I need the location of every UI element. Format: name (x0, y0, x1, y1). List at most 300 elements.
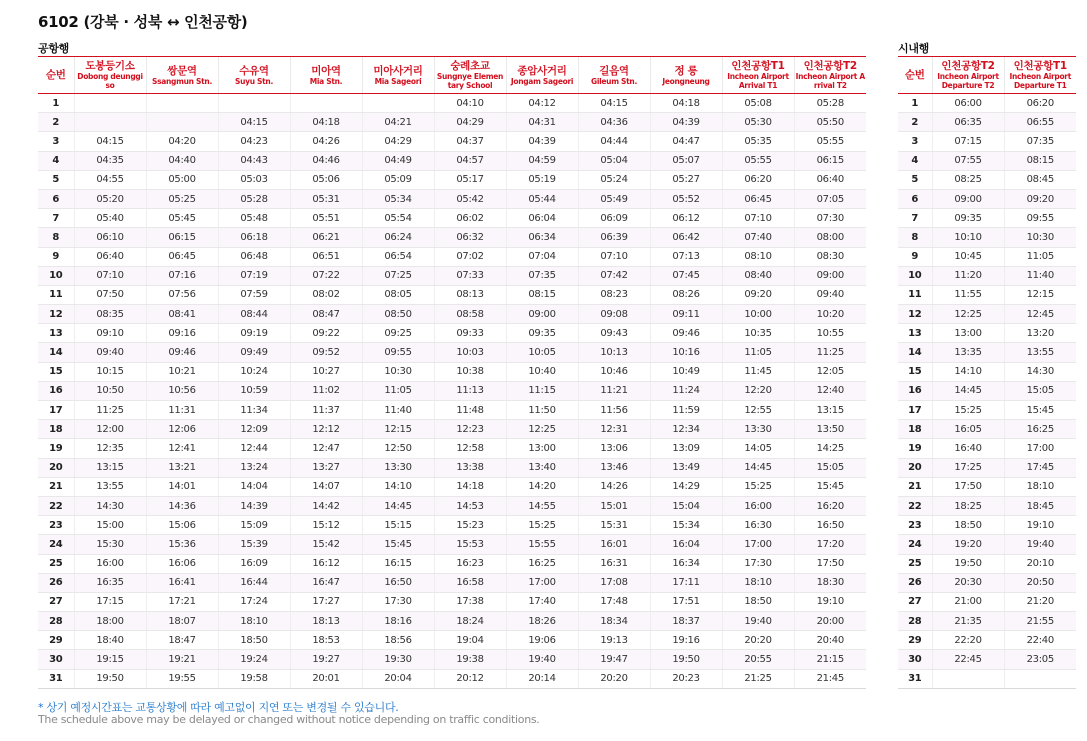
column-header-korean: 수유역 (239, 64, 269, 77)
time-cell: 05:28 (794, 94, 866, 113)
table-row (898, 266, 1076, 285)
time-cell: 18:50 (722, 592, 794, 611)
column-header (898, 57, 932, 94)
time-cell: 06:35 (932, 113, 1004, 132)
time-cell: 07:02 (434, 247, 506, 266)
time-cell: 04:59 (506, 151, 578, 170)
time-cell: 10:45 (932, 247, 1004, 266)
time-cell: 06:20 (1004, 94, 1076, 113)
time-cell: 07:35 (1004, 132, 1076, 151)
row-number-cell: 7 (898, 209, 932, 228)
row-number-cell: 9 (898, 247, 932, 266)
time-cell: 08:15 (506, 285, 578, 304)
time-cell: 08:02 (290, 285, 362, 304)
row-number-cell: 25 (38, 554, 74, 573)
time-cell: 14:20 (506, 477, 578, 496)
time-cell: 07:40 (722, 228, 794, 247)
time-cell: 10:24 (218, 362, 290, 381)
time-cell: 11:31 (146, 401, 218, 420)
time-cell: 08:44 (218, 305, 290, 324)
time-cell: 19:16 (650, 631, 722, 650)
time-cell: 14:45 (362, 496, 434, 515)
time-cell: 06:18 (218, 228, 290, 247)
time-cell: 04:15 (218, 113, 290, 132)
time-cell: 16:34 (650, 554, 722, 573)
table-row (898, 669, 1076, 688)
column-header-english: Incheon Airport Arrival T2 (795, 72, 865, 90)
time-cell: 06:21 (290, 228, 362, 247)
time-cell: 11:37 (290, 401, 362, 420)
row-number-cell: 27 (898, 592, 932, 611)
table-row (38, 496, 866, 515)
time-cell: 18:16 (362, 612, 434, 631)
row-number-cell: 23 (38, 516, 74, 535)
column-header (794, 57, 866, 94)
time-cell: 22:45 (932, 650, 1004, 669)
table-row (898, 496, 1076, 515)
table-row (38, 554, 866, 573)
time-cell: 17:25 (932, 458, 1004, 477)
row-number-cell: 11 (898, 285, 932, 304)
time-cell: 07:30 (794, 209, 866, 228)
time-cell: 07:10 (74, 266, 146, 285)
time-cell: 16:47 (290, 573, 362, 592)
time-cell: 14:53 (434, 496, 506, 515)
row-number-cell: 4 (898, 151, 932, 170)
time-cell: 11:15 (506, 381, 578, 400)
column-header (1004, 57, 1076, 94)
row-number-cell: 11 (38, 285, 74, 304)
time-cell: 16:58 (434, 573, 506, 592)
time-cell: 08:30 (794, 247, 866, 266)
table-row (38, 113, 866, 132)
table-row (898, 516, 1076, 535)
time-cell: 14:30 (74, 496, 146, 515)
time-cell: 07:50 (74, 285, 146, 304)
row-number-cell: 10 (38, 266, 74, 285)
time-cell: 15:25 (932, 401, 1004, 420)
time-cell: 06:55 (1004, 113, 1076, 132)
time-cell: 10:49 (650, 362, 722, 381)
table-row (898, 343, 1076, 362)
time-cell: 13:30 (362, 458, 434, 477)
table-row (898, 94, 1076, 113)
time-cell: 17:20 (794, 535, 866, 554)
column-header (434, 57, 506, 94)
time-cell: 15:23 (434, 516, 506, 535)
notice-english: The schedule above may be delayed or changed without notice depending on traffic conditions. (38, 713, 540, 726)
time-cell: 17:08 (578, 573, 650, 592)
time-cell: 15:25 (722, 477, 794, 496)
table-row (38, 305, 866, 324)
time-cell: 09:35 (506, 324, 578, 343)
time-cell: 09:20 (1004, 189, 1076, 208)
row-number-cell: 19 (38, 439, 74, 458)
time-cell: 14:26 (578, 477, 650, 496)
time-cell: 16:30 (722, 516, 794, 535)
time-cell: 04:15 (578, 94, 650, 113)
row-number-cell: 28 (38, 612, 74, 631)
time-cell: 12:47 (290, 439, 362, 458)
table-row (898, 535, 1076, 554)
time-cell: 20:23 (650, 669, 722, 688)
time-cell: 08:58 (434, 305, 506, 324)
time-cell: 12:09 (218, 420, 290, 439)
time-cell: 18:56 (362, 631, 434, 650)
table-row (38, 132, 866, 151)
time-cell: 12:00 (74, 420, 146, 439)
time-cell: 16:35 (74, 573, 146, 592)
time-cell: 16:50 (362, 573, 434, 592)
time-cell: 13:40 (506, 458, 578, 477)
column-header (578, 57, 650, 94)
time-cell: 15:36 (146, 535, 218, 554)
time-cell: 14:39 (218, 496, 290, 515)
row-number-cell: 13 (898, 324, 932, 343)
time-cell: 08:50 (362, 305, 434, 324)
time-cell: 15:04 (650, 496, 722, 515)
time-cell: 17:51 (650, 592, 722, 611)
time-cell: 21:20 (1004, 592, 1076, 611)
time-cell: 17:50 (932, 477, 1004, 496)
time-cell: 05:24 (578, 170, 650, 189)
time-cell: 07:45 (650, 266, 722, 285)
time-cell: 15:12 (290, 516, 362, 535)
row-number-cell: 26 (38, 573, 74, 592)
time-cell: 14:01 (146, 477, 218, 496)
time-cell: 20:10 (1004, 554, 1076, 573)
time-cell: 11:05 (1004, 247, 1076, 266)
row-number-cell: 24 (898, 535, 932, 554)
row-number-cell: 2 (38, 113, 74, 132)
row-number-cell: 20 (38, 458, 74, 477)
time-cell: 08:00 (794, 228, 866, 247)
time-cell: 19:24 (218, 650, 290, 669)
table-header-row (38, 57, 866, 94)
time-cell: 08:40 (722, 266, 794, 285)
time-cell: 11:21 (578, 381, 650, 400)
time-cell: 06:15 (146, 228, 218, 247)
time-cell: 13:46 (578, 458, 650, 477)
row-number-cell: 26 (898, 573, 932, 592)
time-cell: 05:17 (434, 170, 506, 189)
time-cell: 15:31 (578, 516, 650, 535)
time-cell: 13:35 (932, 343, 1004, 362)
time-cell: 07:22 (290, 266, 362, 285)
time-cell: 13:49 (650, 458, 722, 477)
table-row (38, 477, 866, 496)
time-cell: 10:03 (434, 343, 506, 362)
time-cell: 04:47 (650, 132, 722, 151)
time-cell: 05:30 (722, 113, 794, 132)
time-cell: 17:00 (506, 573, 578, 592)
time-cell: 11:20 (932, 266, 1004, 285)
time-cell: 10:30 (1004, 228, 1076, 247)
time-cell: 13:06 (578, 439, 650, 458)
time-cell: 09:22 (290, 324, 362, 343)
time-cell: 11:50 (506, 401, 578, 420)
time-cell: 07:04 (506, 247, 578, 266)
column-header-korean: 인천공항T2 (941, 60, 995, 72)
time-cell: 07:59 (218, 285, 290, 304)
time-cell: 17:24 (218, 592, 290, 611)
table-row (38, 439, 866, 458)
time-cell: 12:58 (434, 439, 506, 458)
time-cell: 05:44 (506, 189, 578, 208)
time-cell: 06:20 (722, 170, 794, 189)
time-cell: 09:00 (932, 189, 1004, 208)
section-label-airport: 공항행 (38, 42, 69, 55)
time-cell: 05:07 (650, 151, 722, 170)
time-cell: 15:00 (74, 516, 146, 535)
time-cell: 10:27 (290, 362, 362, 381)
time-cell: 20:01 (290, 669, 362, 688)
row-number-cell: 16 (898, 381, 932, 400)
time-cell: 11:25 (74, 401, 146, 420)
time-cell: 12:40 (794, 381, 866, 400)
time-cell: 13:27 (290, 458, 362, 477)
time-cell: 05:09 (362, 170, 434, 189)
time-cell: 09:35 (932, 209, 1004, 228)
column-header (290, 57, 362, 94)
time-cell: 08:26 (650, 285, 722, 304)
time-cell: 13:38 (434, 458, 506, 477)
time-cell: 14:30 (1004, 362, 1076, 381)
table-row (38, 247, 866, 266)
section-label-city: 시내행 (898, 42, 929, 55)
table-row (898, 209, 1076, 228)
row-number-cell: 23 (898, 516, 932, 535)
time-cell: 17:38 (434, 592, 506, 611)
time-cell: 05:08 (722, 94, 794, 113)
time-cell: 12:20 (722, 381, 794, 400)
time-cell: 08:13 (434, 285, 506, 304)
time-cell: 04:18 (290, 113, 362, 132)
time-cell: 09:52 (290, 343, 362, 362)
time-cell: 05:03 (218, 170, 290, 189)
time-cell: 18:50 (218, 631, 290, 650)
time-cell: 06:45 (146, 247, 218, 266)
row-number-cell: 3 (898, 132, 932, 151)
table-row (898, 401, 1076, 420)
column-header-korean: 미아사거리 (373, 64, 423, 77)
column-header-korean: 쌍문역 (167, 64, 197, 77)
time-cell: 17:30 (362, 592, 434, 611)
time-cell: 09:10 (74, 324, 146, 343)
time-cell: 16:00 (74, 554, 146, 573)
time-cell: 17:48 (578, 592, 650, 611)
time-cell: 17:45 (1004, 458, 1076, 477)
time-cell: 07:10 (722, 209, 794, 228)
column-header-korean: 순번 (904, 69, 925, 81)
row-number-cell: 29 (38, 631, 74, 650)
table-row (38, 631, 866, 650)
time-cell: 07:55 (932, 151, 1004, 170)
row-number-cell: 17 (38, 401, 74, 420)
time-cell: 19:47 (578, 650, 650, 669)
time-cell: 10:46 (578, 362, 650, 381)
time-cell: 19:40 (506, 650, 578, 669)
row-number-cell: 10 (898, 266, 932, 285)
time-cell: 20:20 (722, 631, 794, 650)
row-number-cell: 20 (898, 458, 932, 477)
time-cell: 15:53 (434, 535, 506, 554)
time-cell: 17:21 (146, 592, 218, 611)
time-cell: 10:15 (74, 362, 146, 381)
time-cell: 05:28 (218, 189, 290, 208)
time-cell: 04:12 (506, 94, 578, 113)
time-cell: 04:20 (146, 132, 218, 151)
column-header-korean: 도봉등기소 (85, 60, 135, 72)
table-row (38, 535, 866, 554)
table-header-row (898, 57, 1076, 94)
column-header-korean: 종암사거리 (517, 64, 567, 77)
table-row (898, 247, 1076, 266)
time-cell: 10:38 (434, 362, 506, 381)
time-cell: 12:44 (218, 439, 290, 458)
time-cell: 21:00 (932, 592, 1004, 611)
time-cell: 18:10 (722, 573, 794, 592)
time-cell: 16:00 (722, 496, 794, 515)
time-cell: 19:15 (74, 650, 146, 669)
time-cell: 11:13 (434, 381, 506, 400)
time-cell (74, 113, 146, 132)
time-cell: 15:05 (794, 458, 866, 477)
column-header-english: Mia Stn. (309, 76, 343, 86)
time-cell: 12:31 (578, 420, 650, 439)
time-cell: 19:06 (506, 631, 578, 650)
time-cell: 04:18 (650, 94, 722, 113)
time-cell: 18:37 (650, 612, 722, 631)
time-cell: 16:25 (506, 554, 578, 573)
table-row (38, 94, 866, 113)
time-cell: 15:39 (218, 535, 290, 554)
time-cell: 10:00 (722, 305, 794, 324)
time-cell (146, 113, 218, 132)
time-cell: 20:50 (1004, 573, 1076, 592)
time-cell: 08:35 (74, 305, 146, 324)
time-cell: 15:45 (794, 477, 866, 496)
time-cell: 18:30 (794, 573, 866, 592)
time-cell: 18:34 (578, 612, 650, 631)
time-cell: 04:29 (434, 113, 506, 132)
time-cell: 05:25 (146, 189, 218, 208)
time-cell: 13:15 (794, 401, 866, 420)
table-row (38, 209, 866, 228)
time-cell: 15:15 (362, 516, 434, 535)
time-cell: 19:55 (146, 669, 218, 688)
time-cell: 05:00 (146, 170, 218, 189)
time-cell: 05:55 (794, 132, 866, 151)
city-bound-timetable (898, 56, 1076, 689)
time-cell (932, 669, 1004, 688)
time-cell: 12:34 (650, 420, 722, 439)
table-row (898, 189, 1076, 208)
time-cell: 18:10 (1004, 477, 1076, 496)
time-cell: 14:45 (722, 458, 794, 477)
time-cell: 05:06 (290, 170, 362, 189)
column-header-english: Mia Sageori (374, 76, 422, 86)
column-header-korean: 인천공항T1 (731, 60, 785, 72)
time-cell: 15:30 (74, 535, 146, 554)
column-header-korean: 숭례초교 (450, 60, 490, 72)
time-cell: 08:05 (362, 285, 434, 304)
table-row (38, 324, 866, 343)
time-cell: 09:25 (362, 324, 434, 343)
time-cell: 10:16 (650, 343, 722, 362)
row-number-cell: 21 (38, 477, 74, 496)
time-cell: 16:15 (362, 554, 434, 573)
time-cell: 05:48 (218, 209, 290, 228)
time-cell: 06:39 (578, 228, 650, 247)
column-header (218, 57, 290, 94)
time-cell: 04:46 (290, 151, 362, 170)
time-cell: 06:40 (794, 170, 866, 189)
table-row (38, 266, 866, 285)
column-header (506, 57, 578, 94)
time-cell: 19:21 (146, 650, 218, 669)
time-cell: 16:31 (578, 554, 650, 573)
row-number-cell: 8 (898, 228, 932, 247)
time-cell: 19:27 (290, 650, 362, 669)
time-cell: 06:15 (794, 151, 866, 170)
table-row (898, 477, 1076, 496)
table-row (898, 228, 1076, 247)
time-cell: 16:44 (218, 573, 290, 592)
time-cell: 13:00 (932, 324, 1004, 343)
time-cell: 12:50 (362, 439, 434, 458)
time-cell: 13:21 (146, 458, 218, 477)
table-row (38, 650, 866, 669)
time-cell: 07:05 (794, 189, 866, 208)
time-cell: 05:50 (794, 113, 866, 132)
time-cell: 13:50 (794, 420, 866, 439)
table-row (898, 305, 1076, 324)
time-cell: 05:54 (362, 209, 434, 228)
row-number-cell: 8 (38, 228, 74, 247)
time-cell: 13:00 (506, 439, 578, 458)
time-cell: 16:50 (794, 516, 866, 535)
table-row (898, 612, 1076, 631)
time-cell: 08:23 (578, 285, 650, 304)
time-cell: 17:30 (722, 554, 794, 573)
time-cell: 04:21 (362, 113, 434, 132)
table-row (38, 612, 866, 631)
time-cell: 18:25 (932, 496, 1004, 515)
row-number-cell: 7 (38, 209, 74, 228)
time-cell: 07:33 (434, 266, 506, 285)
row-number-cell: 6 (38, 189, 74, 208)
time-cell: 09:55 (362, 343, 434, 362)
time-cell: 21:55 (1004, 612, 1076, 631)
time-cell: 11:02 (290, 381, 362, 400)
time-cell: 18:40 (74, 631, 146, 650)
time-cell: 09:08 (578, 305, 650, 324)
row-number-cell: 16 (38, 381, 74, 400)
column-header-english: Jongam Sageori (510, 76, 574, 86)
row-number-cell: 14 (38, 343, 74, 362)
time-cell: 08:10 (722, 247, 794, 266)
time-cell: 06:12 (650, 209, 722, 228)
time-cell: 20:20 (578, 669, 650, 688)
row-number-cell: 29 (898, 631, 932, 650)
time-cell: 16:20 (794, 496, 866, 515)
time-cell: 09:49 (218, 343, 290, 362)
time-cell: 04:26 (290, 132, 362, 151)
time-cell: 09:16 (146, 324, 218, 343)
time-cell: 15:42 (290, 535, 362, 554)
time-cell: 16:25 (1004, 420, 1076, 439)
